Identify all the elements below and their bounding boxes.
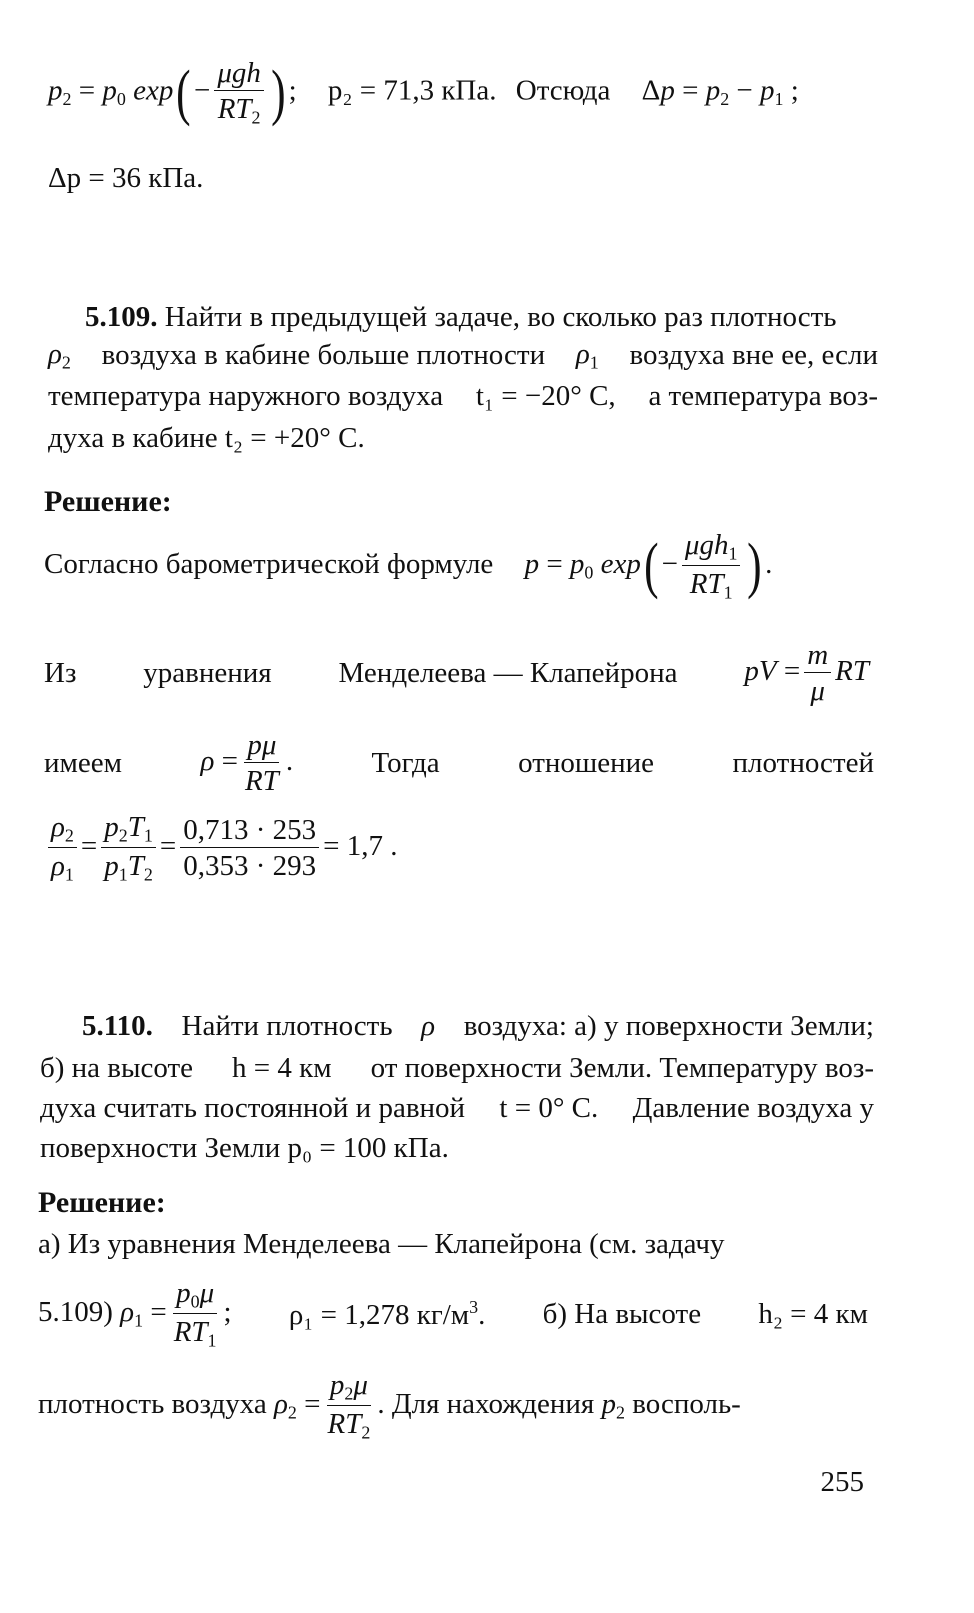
problem-109-line-2: $\rho_2$ воздуха в кабине больше плотности $\rho_1$ воздуха вне ее, если [48, 338, 878, 373]
solution-109-line-3: имеем ρ = $\frac{p\mu}{RT}$ . Тогда отношение плотностей [44, 729, 874, 798]
solution-109-line-1: Согласно барометрической формуле $p = p_0$ exp( − $\frac{\mu gh_1}{RT_1}$ ) . [44, 529, 773, 603]
formula-line-p2: $p_2 = p_0$ exp( − $\frac{\text{μgh}}{RT_2}$ ) ; p₂ = 71,3 кПа. Отсюда $\Delta p = p_2 - p_1$ ; [48, 57, 799, 128]
delta-p-result: Δp = 36 кПа. [48, 162, 204, 194]
problem-110-line-2: б) на высоте h = 4 км от поверхности Земли. Температуру воз- [40, 1052, 874, 1084]
therefore-word: Отсюда [515, 74, 611, 107]
solution-109-heading: Решение: [44, 485, 172, 518]
problem-110-line-4: поверхности Земли p₀ = 100 кПа. [40, 1132, 449, 1164]
p2-value: p₂ = 71,3 кПа. [327, 74, 497, 107]
solution-110-line-3: плотность воздуха $\rho_2$ = $\frac{p_2\mu}{RT_2}$ . Для нахождения $p_2$ восполь- [38, 1369, 741, 1443]
solution-109-density-ratio: $\frac{\rho_2}{\rho_1}$ = $\frac{p_2T_1}{p_1T_2}$ = $\frac{0,713 \cdot 253}{0,353 \cdot 293}$ = 1,7 . [44, 812, 398, 885]
page-number: 255 [820, 1466, 864, 1498]
problem-110-line-3: духа считать постоянной и равной t = 0° C. Давление воздуха у [40, 1092, 874, 1124]
problem-110-line-1: 5.110. Найти плотность ρ воздуха: а) у поверхности Земли; [82, 1010, 874, 1042]
problem-109-number: 5.109. [85, 301, 158, 333]
problem-109-line-4: духа в кабине t₂ = +20° C. [48, 422, 365, 454]
solution-110-line-1: а) Из уравнения Менделеева — Клапейрона (см. задачу [38, 1228, 725, 1260]
problem-109-line-3: температура наружного воздуха t₁ = −20° C, а температура воз- [48, 380, 878, 412]
solution-110-line-2: 5.109) $\rho_1$ = $\frac{p_0\mu}{RT_1}$ ; ρ₁ = 1,278 $кг/м^3$. б) На высоте h₂ = 4 км [38, 1277, 868, 1351]
problem-110-number: 5.110. [82, 1010, 153, 1042]
problem-109-line-1: 5.109. Найти в предыдущей задаче, во сколько раз плотность [85, 301, 837, 333]
solution-110-heading: Решение: [38, 1186, 166, 1219]
solution-109-line-2: Из уравнения Менделеева — Клапейрона pV = $\frac{m}{\mu}$ RT [44, 639, 869, 708]
